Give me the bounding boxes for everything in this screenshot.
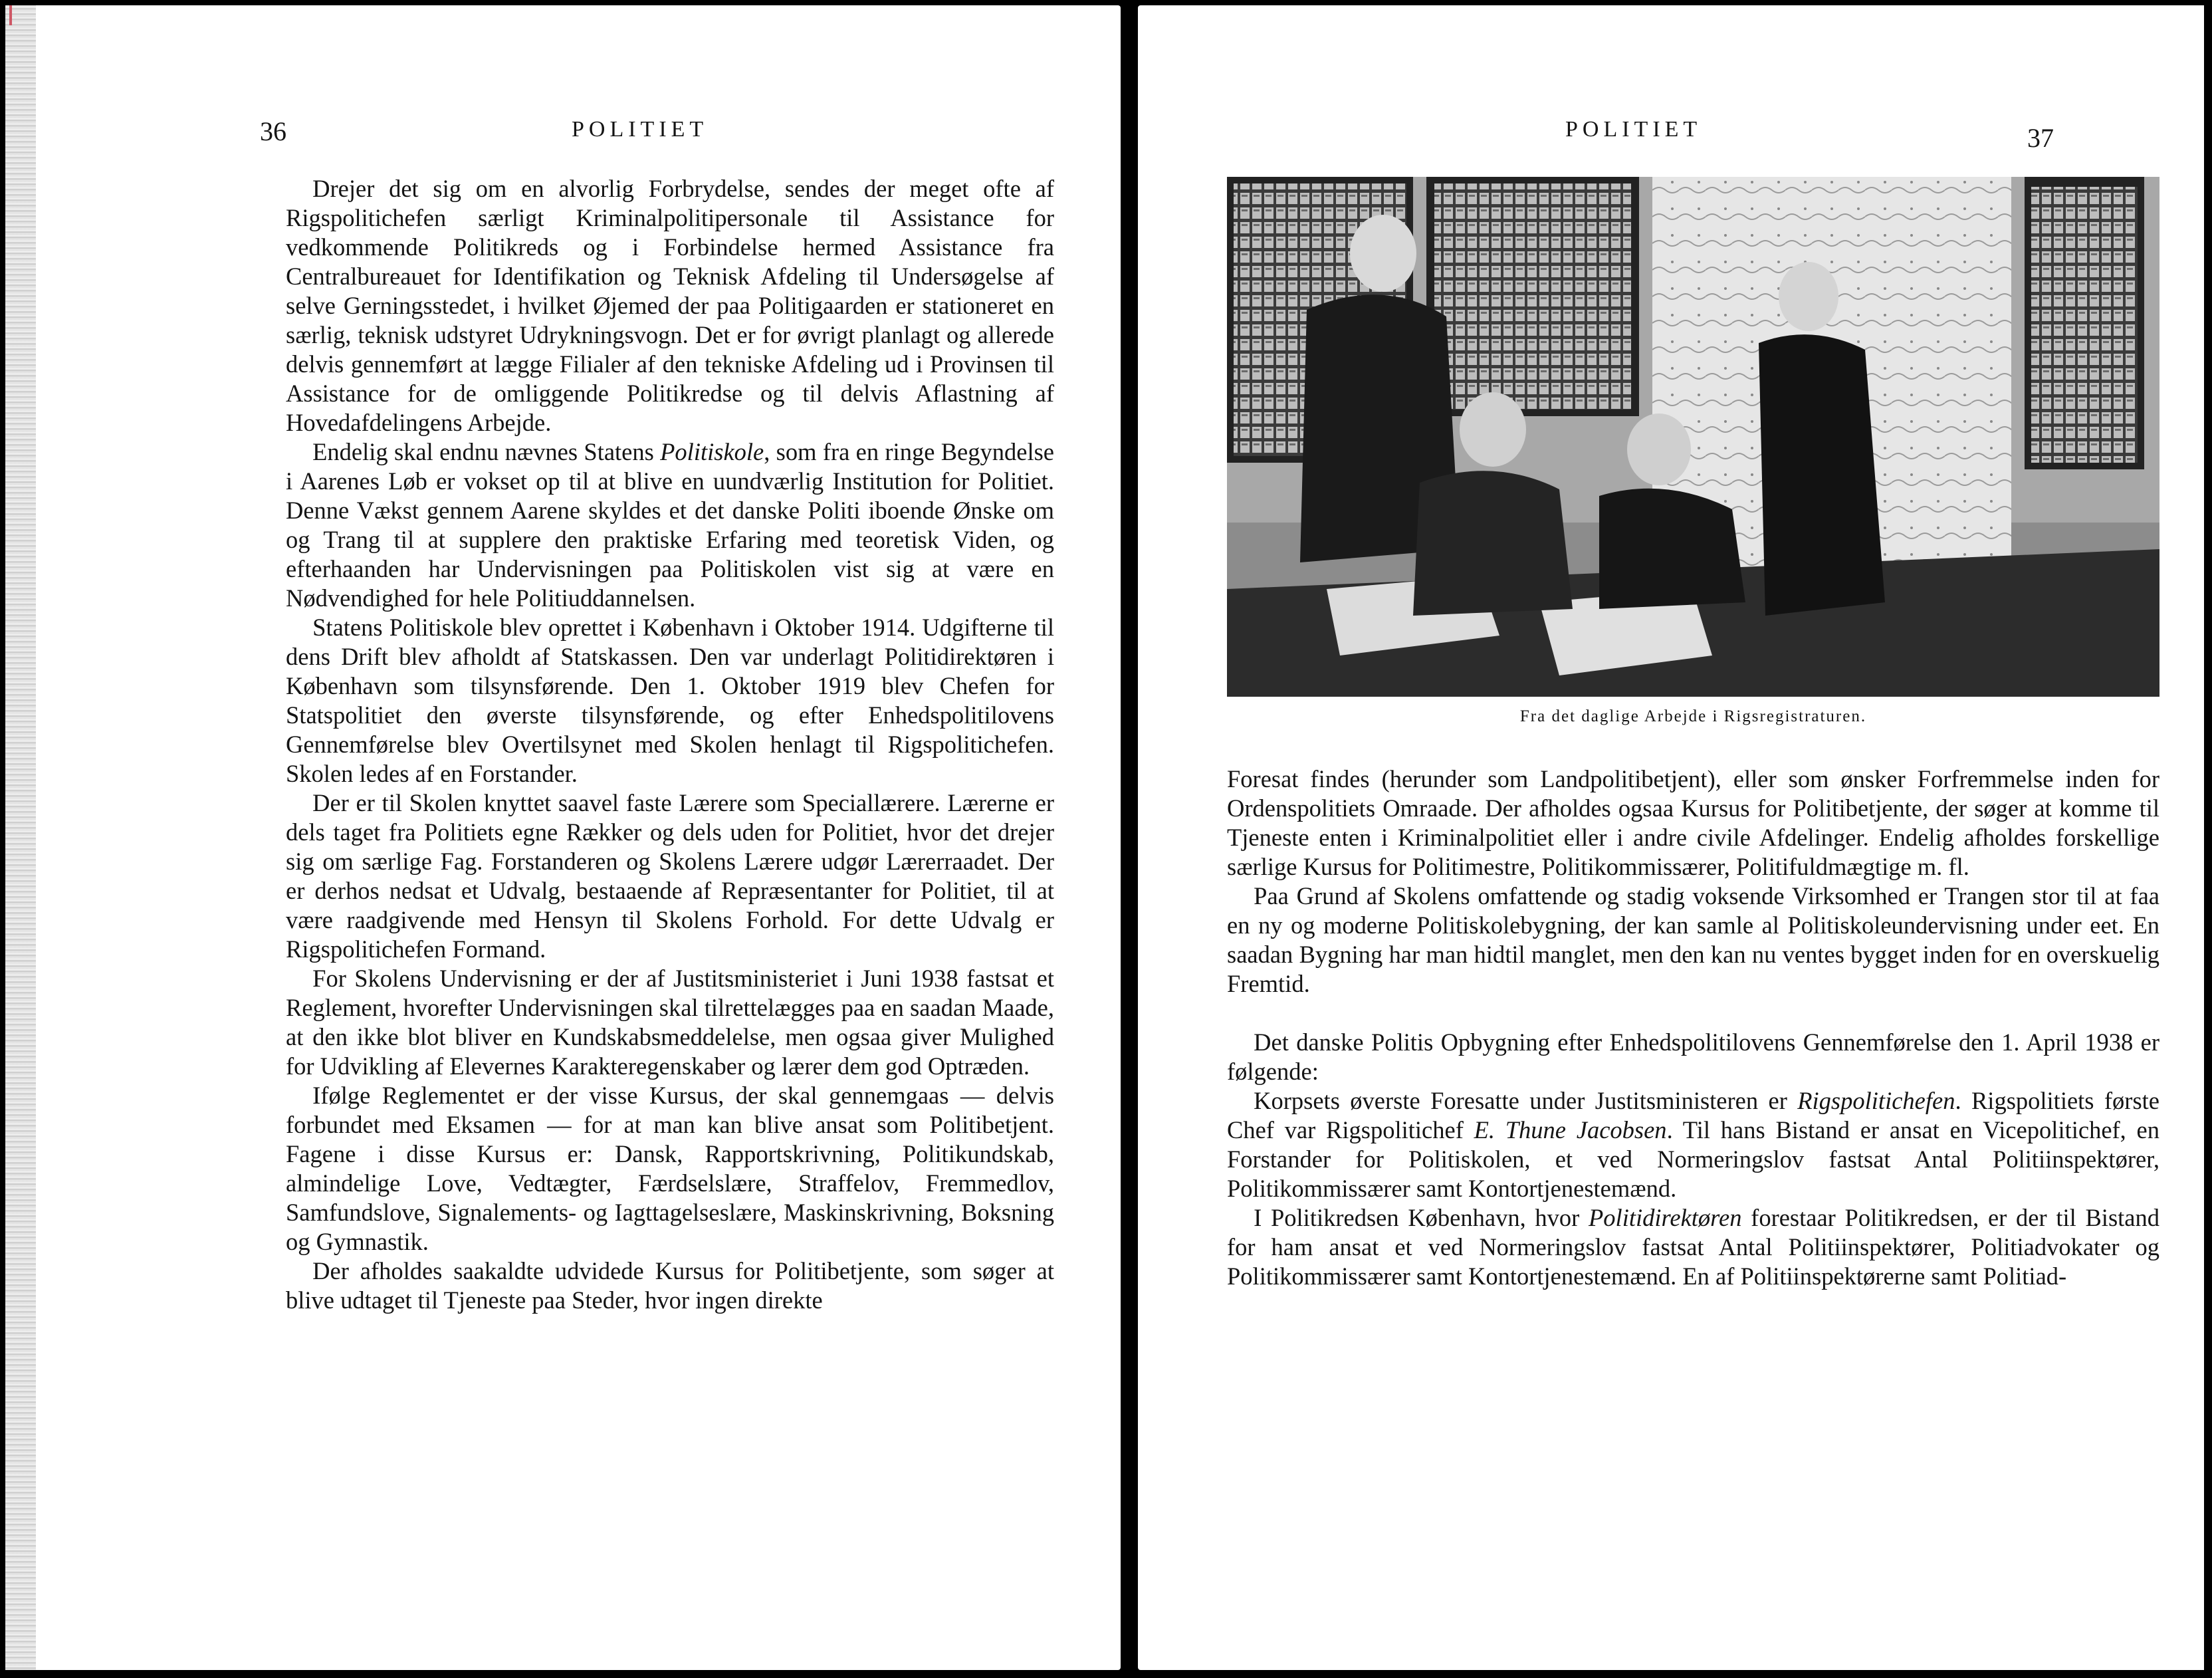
paragraph: Der er til Skolen knyttet saavel faste Lærere som Speciallærere. Lærerne er dels taget fra Politiets egne Rækker og dels uden for Politiet, hvor det drejer sig om særlige Fag. Forstanderen og Skolens Lærere udgør Lærerraadet. Der er derhos nedsat et Udvalg, bestaaende af Repræsentanter for Politiet, til at være raadgivende med Hensyn til Skolens Forhold. For dette Udvalg er Rigspolitichefen Formand. [286, 789, 1054, 963]
paragraph: I Politikredsen København, hvor Politidirektøren forestaar Politikredsen, er der til Bistand for ham ansat et ved Normeringslov fastsat Antal Politiinspektører, Politiadvokater og Politikommissærer samt Kontortjenestemænd. En af Politiinspektørerne samt Politiad- [1227, 1204, 2159, 1290]
paragraph: For Skolens Undervisning er der af Justitsministeriet i Juni 1938 fastsat et Reglement, hvorefter Undervisningen skal tilrettelægges paa en saadan Maade, at den ikke blot bliver en Kundskabsmeddelelse, men ogsaa giver Mulighed for Udvikling af Elevernes Karakteregenskaber og lærer dem god Optræden. [286, 965, 1054, 1080]
page-number-left: 36 [260, 116, 286, 146]
running-head-left: POLITIET [572, 117, 709, 142]
paragraph: Ifølge Reglementet er der visse Kursus, der skal gennemgaas — delvis forbundet med Eksamen — for at man kan blive ansat som Politibetjent. Fagene i disse Kursus er: Dansk, Rapportskrivning, Politikundskab, almindelige Love, Vedtægter, Færdselslære, Straffelov, Fremmedlov, Samfundslove, Signalements- og Iagttagelseslære, Maskinskrivning, Boksning og Gymnastik. [286, 1082, 1054, 1255]
photograph-illustration [1227, 177, 2159, 697]
photo-caption: Fra det daglige Arbejde i Rigsregistraturen. [1519, 707, 1867, 725]
photograph [1227, 177, 2159, 697]
running-head-right: POLITIET [1565, 117, 1702, 142]
page-number-right: 37 [2027, 123, 2054, 153]
left-page [5, 5, 1121, 1670]
paragraph: Statens Politiskole blev oprettet i København i Oktober 1914. Udgifterne til dens Drift blev afholdt af Statskassen. Den var underlagt Politidirektøren i København som tilsynsførende. Den 1. Oktober 1919 blev Chefen for Statspolitiet den øverste tilsynsførende, og efter Enhedspolitilovens Gennemførelse blev Overtilsynet med Skolen henlagt til Rigspolitichefen. Skolen ledes af en Forstander. [286, 614, 1054, 787]
page-edges [5, 5, 36, 1670]
right-page [1138, 5, 2204, 1670]
paragraph: Foresat findes (herunder som Landpolitibetjent), eller som ønsker Forfremmelse inden for Ordenspolitiets Omraade. Der afholdes ogsaa Kursus for Politibetjente, der søger at komme til Tjeneste enten i Kriminalpolitiet eller i andre civile Afdelinger. Endelig afholdes forskellige særlige Kursus for Politimestre, Politikommissærer, Politifuldmægtige m. fl. [1227, 765, 2159, 880]
right-text-block [1227, 765, 2159, 1291]
paragraph: Det danske Politis Opbygning efter Enhedspolitilovens Gennemførelse den 1. April 1938 er følgende: [1227, 1028, 2159, 1085]
paragraph: Endelig skal endnu nævnes Statens Politiskole, som fra en ringe Begyndelse i Aarenes Løb er vokset op til at blive en uundværlig Institution for Politiet. Denne Vækst gennem Aarene skyldes et det danske Politi iboende Ønske om og Trang til at supplere den praktiske Erfaring med teoretisk Viden, og efterhaanden har Undervisningen paa Politiskolen vist sig at være en Nødvendighed for hele Politiuddannelsen. [286, 438, 1054, 612]
paragraph: Drejer det sig om en alvorlig Forbrydelse, sendes der meget ofte af Rigspolitichefen særligt Kriminalpolitipersonale til Assistance for vedkommende Politikreds og i Forbindelse hermed Assistance fra Centralbureauet for Identifikation og Teknisk Afdeling til Undersøgelse af selve Gerningsstedet, i hvilket Øjemed der paa Politigaarden er stationeret en særlig, teknisk udstyret Udrykningsvogn. Det er for øvrigt planlagt og allerede delvis gennemført at lægge Filialer af den tekniske Afdeling ud i Provinsen til Assistance for de omliggende Politikredse og til delvis Aflastning af Hovedafdelingens Arbejde. [286, 175, 1054, 436]
paragraph: Paa Grund af Skolens omfattende og stadig voksende Virksomhed er Trangen stor til at faa en ny og moderne Politiskolebygning, der kan samle al Politiskoleundervisning under eet. En saadan Bygning har man hidtil manglet, men den kan nu ventes bygget inden for en overskuelig Fremtid. [1227, 882, 2159, 997]
paragraph: Korpsets øverste Foresatte under Justitsministeren er Rigspolitichefen. Rigspolitiets første Chef var Rigspolitichef E. Thune Jacobsen. Til hans Bistand er ansat en Vicepolitichef, en Forstander for Politiskolen, et ved Normeringslov fastsat Antal Politiinspektører, Politikommissærer samt Kontortjenestemænd. [1227, 1087, 2160, 1202]
paragraph: Der afholdes saakaldte udvidede Kursus for Politibetjente, som søger at blive udtaget til Tjeneste paa Steder, hvor ingen direkte [286, 1257, 1054, 1314]
left-text-block [286, 174, 1054, 1315]
